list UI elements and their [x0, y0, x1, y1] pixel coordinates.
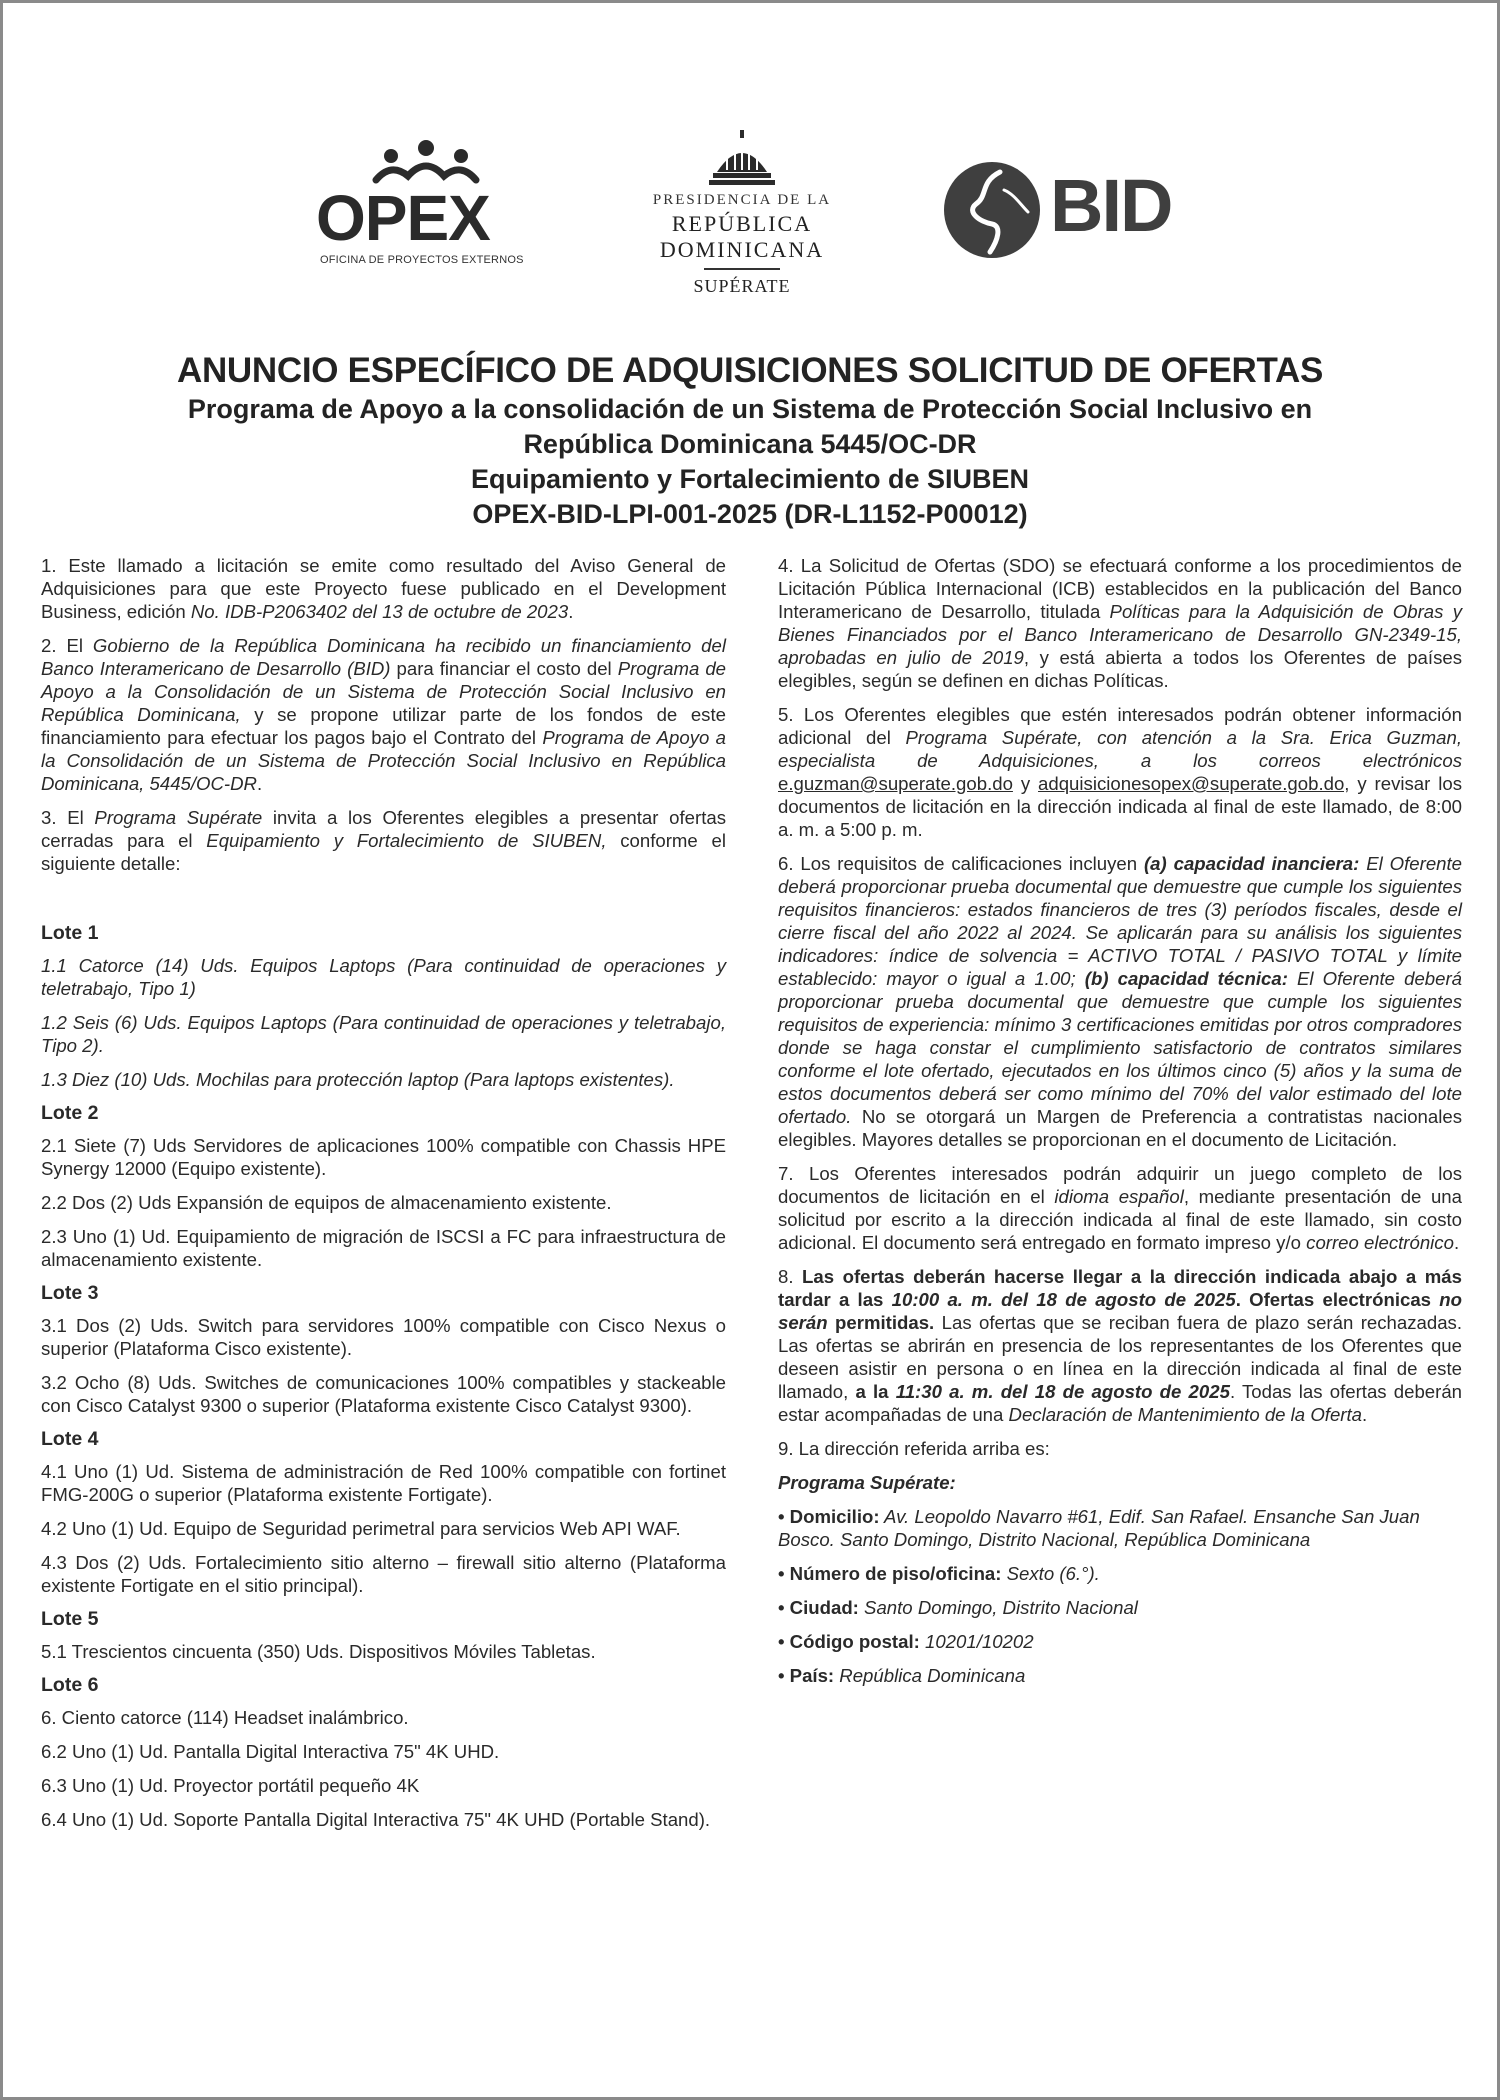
- p5-text-a: 5. Los Oferentes elegibles que estén interesados podrán obtener información adicional del: [778, 704, 1462, 748]
- logo-bar: [0, 130, 1500, 296]
- p6-text-a: 6. Los requisitos de calificaciones incluyen: [778, 853, 1144, 874]
- piso-label: • Número de piso/oficina:: [778, 1563, 1002, 1584]
- presidencia-logo: [592, 130, 892, 296]
- p2-italic-b: Gobierno de la República Dominicana ha recibido un financiamiento del Banco Interamericano de Desarrollo (BID): [41, 635, 726, 679]
- p2-text-c: para financiar el costo del: [390, 658, 618, 679]
- paragraph-4: [778, 554, 1462, 692]
- address-codigo-postal: [778, 1630, 1462, 1653]
- address-domicilio: [778, 1505, 1462, 1551]
- divider: [704, 268, 780, 270]
- paragraph-6: [778, 852, 1462, 1151]
- p3-text-c: invita a los Oferentes elegibles a presentar ofertas cerradas para el: [41, 807, 726, 851]
- lote-1-item-2: [41, 1011, 726, 1057]
- paragraph-9: 9. La dirección referida arriba es:: [778, 1438, 1050, 1459]
- program-name: [778, 1471, 1462, 1494]
- p6-bold-b: (a) capacidad inanciera:: [1143, 853, 1360, 874]
- p8-bold-d: . Ofertas electrónicas: [1235, 1289, 1440, 1310]
- piso-value: Sexto (6.°).: [1001, 1563, 1100, 1584]
- lote-4-item-3: 4.3 Dos (2) Uds. Fortalecimiento sitio alterno – firewall sitio alterno (Plataforma existente Fortigate en el sitio principal).: [41, 1552, 726, 1596]
- p4-text-c: , y está abierta a todos los Oferentes de países elegibles, según se definen en dichas Políticas.: [778, 647, 1463, 691]
- presidencia-line2: REPÚBLICA DOMINICANA: [659, 211, 825, 262]
- lote-3-heading: Lote 3: [41, 1282, 99, 1304]
- p3-italic-d: Equipamiento y Fortalecimiento de SIUBEN,: [206, 830, 607, 851]
- lote-1-item-1: [41, 954, 726, 1000]
- presidencia-line3: SUPÉRATE: [693, 276, 791, 296]
- l1-1-text: 1.1 Catorce (14) Uds. Equipos Laptops (Para continuidad de operaciones y teletrabajo, Tipo 1): [41, 955, 726, 999]
- p7-end: .: [1453, 1232, 1460, 1253]
- p5-italic-b: Programa Supérate, con atención a la Sra. Erica Guzman, especialista de Adquisiciones, a los correos electrónicos: [778, 727, 1462, 771]
- paragraph-2: [41, 634, 726, 795]
- p7-text-c: , mediante presentación de una solicitud por escrito a la dirección indicada al final de este llamado, sin costo adicional. El documento será entregado en formato impreso y/o: [778, 1186, 1462, 1253]
- p8-text-g: Las ofertas que se reciban fuera de plazo serán rechazadas. Las ofertas se abrirán en presencia de los representantes de los Oferentes que deseen asistir en persona o en línea en la dirección indicada al final de este llamado,: [778, 1312, 1462, 1402]
- opex-logo: [316, 138, 536, 268]
- p8-bold-italic-c: 10:00 a. m. del 18 de agosto de 2025: [891, 1289, 1236, 1310]
- bid-wordmark: BID: [1050, 164, 1172, 247]
- right-column: [778, 554, 1462, 1698]
- lote-5-item-1: 5.1 Trescientos cincuenta (350) Uds. Dispositivos Móviles Tabletas.: [41, 1641, 596, 1662]
- domicilio-label: • Domicilio:: [778, 1506, 880, 1527]
- lote-6-heading: Lote 6: [41, 1674, 99, 1696]
- header: [0, 350, 1500, 532]
- lote-6-item-1: 6. Ciento catorce (114) Headset inalámbrico.: [41, 1707, 409, 1728]
- lote-2-heading: Lote 2: [41, 1102, 99, 1124]
- lote-5-heading: Lote 5: [41, 1608, 99, 1630]
- ciudad-label: • Ciudad:: [778, 1597, 859, 1618]
- p7-italic-d: correo electrónico: [1306, 1232, 1454, 1253]
- program-name-text: Programa Supérate:: [778, 1472, 956, 1493]
- l1-3-text: 1.3 Diez (10) Uds. Mochilas para protección laptop (Para laptops existentes).: [41, 1069, 675, 1090]
- subtitle-2: República Dominicana 5445/OC-DR: [523, 429, 977, 459]
- p8-bold-italic-e: no serán: [778, 1289, 1462, 1333]
- p2-italic-f: Programa de Apoyo a la Consolidación de un Sistema de Protección Social Inclusivo en República Dominicana, 5445/OC-DR: [41, 727, 726, 794]
- lote-3-item-2: 3.2 Ocho (8) Uds. Switches de comunicaciones 100% compatibles y stackeable con Cisco Catalyst 9300 o superior (Plataforma existente Cisco Catalyst 9300).: [41, 1372, 726, 1416]
- p2-italic-d: Programa de Apoyo a la Consolidación de un Sistema de Protección Social Inclusivo en República Dominicana,: [41, 658, 726, 725]
- domicilio-value: Av. Leopoldo Navarro #61, Edif. San Rafael. Ensanche San Juan Bosco. Santo Domingo, Distrito Nacional, República Dominicana: [778, 1506, 1420, 1550]
- lote-4-heading: Lote 4: [41, 1428, 99, 1450]
- codigo-postal-label: • Código postal:: [778, 1631, 920, 1652]
- p8-bold-italic-i: 11:30 a. m. del 18 de agosto de 2025: [895, 1381, 1230, 1402]
- p8-text-j: . Todas las ofertas deberán estar acompañadas de una: [778, 1381, 1463, 1425]
- lote-2-item-2: 2.2 Dos (2) Uds Expansión de equipos de almacenamiento existente.: [41, 1192, 612, 1213]
- p8-italic-k: Declaración de Mantenimiento de la Oferta: [1008, 1404, 1362, 1425]
- p5-text-d: y: [1012, 773, 1039, 794]
- presidencia-line1: PRESIDENCIA DE LA: [652, 192, 832, 208]
- bid-logo: [940, 160, 1210, 260]
- p7-italic-b: idioma español: [1054, 1186, 1184, 1207]
- l1-2-text: 1.2 Seis (6) Uds. Equipos Laptops (Para continuidad de operaciones y teletrabajo, Tipo 2).: [41, 1012, 726, 1056]
- email-link-adquisiciones[interactable]: adquisicionesopex@superate.gob.do,: [1038, 773, 1350, 794]
- lote-1-heading: Lote 1: [41, 922, 99, 944]
- p2-end: .: [256, 773, 263, 794]
- p8-text-a: 8.: [778, 1266, 803, 1287]
- subtitle-4: OPEX-BID-LPI-001-2025 (DR-L1152-P00012): [472, 499, 1028, 529]
- opex-wordmark: OPEX: [316, 182, 490, 254]
- p7-text-a: 7. Los Oferentes interesados podrán adquirir un juego completo de los documentos de licitación en el: [778, 1163, 1462, 1207]
- lote-4-item-2: 4.2 Uno (1) Ud. Equipo de Seguridad perimetral para servicios Web API WAF.: [41, 1518, 681, 1539]
- lote-6-item-4: 6.4 Uno (1) Ud. Soporte Pantalla Digital Interactiva 75" 4K UHD (Portable Stand).: [41, 1809, 711, 1830]
- lote-3-item-1: 3.1 Dos (2) Uds. Switch para servidores 100% compatible con Cisco Nexus o superior (Plataforma Cisco existente).: [41, 1315, 726, 1359]
- email-link-guzman[interactable]: e.guzman@superate.gob.do: [778, 773, 1013, 794]
- paragraph-5: [778, 703, 1462, 841]
- p6-text-f: No se otorgará un Margen de Preferencia a contratistas nacionales elegibles. Mayores detalles se proporcionan en el documento de Licitación.: [778, 1106, 1462, 1150]
- p8-bold-b: Las ofertas deberán hacerse llegar a la dirección indicada abajo a más tardar a las: [778, 1266, 1462, 1310]
- dome-icon: [707, 130, 777, 190]
- p6-italic-e: El Oferente deberá proporcionar prueba documental que demuestre que cumple los siguientes requisitos de experiencia: mínimo 3 certificaciones emitidas por otros compradores donde se haga constar el cumplimiento satisfactorio de contratos similares conforme el lote ofertado, ejecutados en los últimos cinco (5) años y la suma de estos documentos deberá ser como mínimo del 70% del valor estimado del lote ofertado.: [778, 968, 1462, 1127]
- p3-text-a: 3. El: [41, 807, 95, 828]
- spacer: [41, 886, 726, 922]
- address-pais: [778, 1664, 1462, 1687]
- p3-text-e: conforme el siguiente detalle:: [41, 830, 726, 874]
- p2-text-a: 2. El: [41, 635, 93, 656]
- p2-text-e: y se propone utilizar parte de los fondos de este financiamiento para efectuar los pagos bajo el Contrato del: [41, 704, 726, 748]
- left-column: [41, 554, 726, 1842]
- address-piso: [778, 1562, 1462, 1585]
- lote-2-item-1: 2.1 Siete (7) Uds Servidores de aplicaciones 100% compatible con Chassis HPE Synergy 12000 (Equipo existente).: [41, 1135, 726, 1179]
- p8-end: .: [1362, 1404, 1368, 1425]
- globe-icon: [940, 160, 1044, 260]
- paragraph-7: [778, 1162, 1462, 1254]
- address-ciudad: [778, 1596, 1462, 1619]
- p4-text-a: 4. La Solicitud de Ofertas (SDO) se efectuará conforme a los procedimientos de Licitación Pública Internacional (ICB) establecidos en la publicación del Banco Interamericano de Desarrollo, titulada: [778, 555, 1462, 622]
- paragraph-1: [41, 554, 726, 623]
- p1-italic: No. IDB-P2063402 del 13 de octubre de 2023: [190, 601, 569, 622]
- p1-end: .: [568, 601, 574, 622]
- p6-italic-c: El Oferente deberá proporcionar prueba documental que demuestre que cumple los siguientes requisitos financieros: estados financieros de tres (3) períodos fiscales, desde el cierre fiscal del año 2022 al 2024. Se aplicarán para su análisis los siguientes indicadores: índice de solvencia = ACTIVO TOTAL / PASIVO TOTAL y límite establecido: mayor o igual a 1.00;: [778, 853, 1463, 989]
- lote-2-item-3: 2.3 Uno (1) Ud. Equipamiento de migración de ISCSI a FC para infraestructura de almacenamiento existente.: [41, 1226, 726, 1270]
- pais-label: • País:: [778, 1665, 835, 1686]
- ciudad-value: Santo Domingo, Distrito Nacional: [858, 1597, 1138, 1618]
- lote-6-item-2: 6.2 Uno (1) Ud. Pantalla Digital Interactiva 75" 4K UHD.: [41, 1741, 500, 1762]
- lote-4-item-1: 4.1 Uno (1) Ud. Sistema de administración de Red 100% compatible con fortinet FMG-200G o superior (Plataforma existente Fortigate).: [41, 1461, 726, 1505]
- p8-bold-f: permitidas.: [827, 1312, 935, 1333]
- p6-bold-d: (b) capacidad técnica:: [1075, 968, 1288, 989]
- codigo-postal-value: 10201/10202: [919, 1631, 1034, 1652]
- subtitle-1: Programa de Apoyo a la consolidación de un Sistema de Protección Social Inclusivo en: [187, 394, 1313, 424]
- p4-italic-b: Políticas para la Adquisición de Obras y Bienes Financiados por el Banco Interamericano de Desarrollo GN-2349-15, aprobadas en julio de 2019: [778, 601, 1462, 668]
- page-title: ANUNCIO ESPECÍFICO DE ADQUISICIONES SOLICITUD DE OFERTAS: [176, 351, 1324, 390]
- p5-text-e: y revisar los documentos de licitación en la dirección indicada al final de este llamado, de 8:00 a. m. a 5:00 p. m.: [778, 773, 1462, 840]
- opex-subtitle: OFICINA DE PROYECTOS EXTERNOS: [320, 254, 524, 266]
- paragraph-3: [41, 806, 726, 875]
- pais-value: República Dominicana: [834, 1665, 1026, 1686]
- p3-italic-b: Programa Supérate: [94, 807, 263, 828]
- p1-text: 1. Este llamado a licitación se emite como resultado del Aviso General de Adquisiciones para que este Proyecto fuese publicado en el Development Business, edición: [41, 555, 726, 622]
- lote-6-item-3: 6.3 Uno (1) Ud. Proyector portátil pequeño 4K: [41, 1775, 420, 1796]
- lote-1-item-3: [41, 1068, 726, 1091]
- p8-bold-h: a la: [855, 1381, 896, 1402]
- subtitle-3: Equipamiento y Fortalecimiento de SIUBEN: [470, 464, 1030, 494]
- paragraph-8: [778, 1265, 1462, 1426]
